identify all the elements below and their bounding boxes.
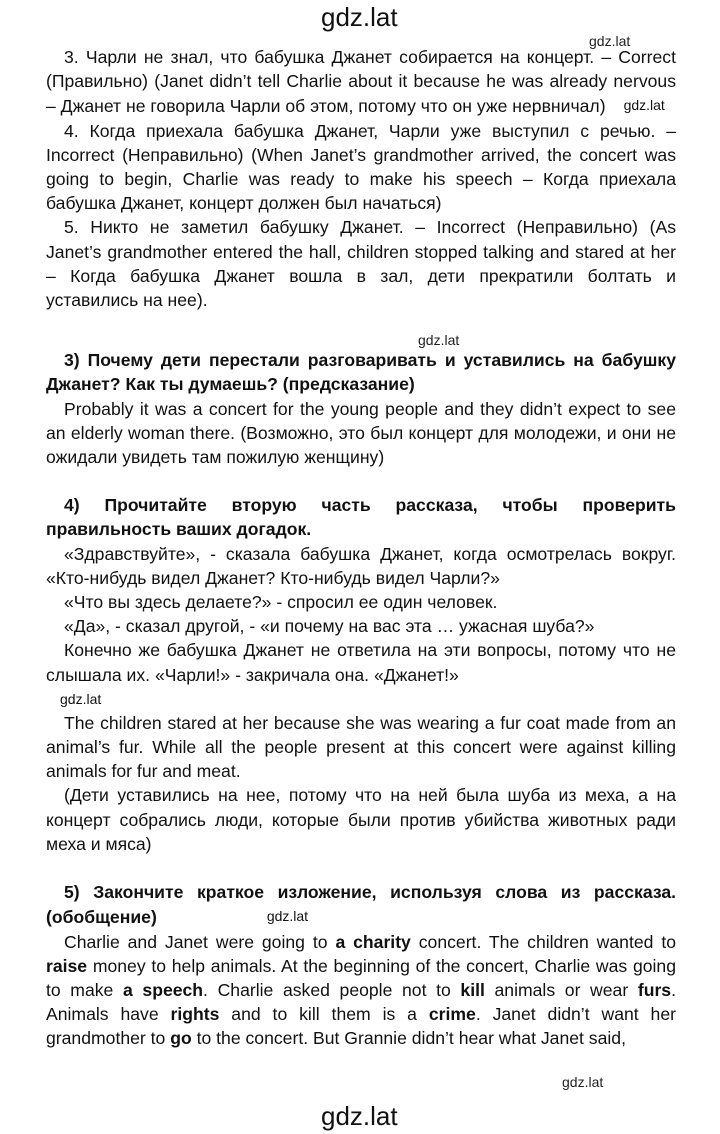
watermark-top: gdz.lat — [321, 2, 398, 32]
summary-text: and to kill them is a — [219, 1004, 429, 1025]
summary-text: money to help animals. At the beginning of the concert, Charlie was going to make — [46, 955, 676, 1000]
answer-item-5: 5. Никто не заметил бабушку Джанет. – Incorrect (Неправильно) (As Janet’s grandmother entered the hall, children stopped talking and stared at her – Когда бабушка Джанет вошла в зал, дети прекратили болтать и уставились на нее). — [46, 217, 676, 311]
watermark: gdz.lat — [418, 332, 460, 348]
task-3-answer: Probably it was a concert for the young people and they didn’t expect to see an elderly woman there. (Возможно, это был концерт для молодежи, и они не ожидали увидеть там пожилую женщину) — [46, 398, 676, 468]
summary-answer: raise — [46, 955, 88, 976]
summary-text: . Charlie asked people not to — [203, 979, 461, 1000]
summary-text: animals or wear — [484, 979, 638, 1000]
summary-answer: furs — [637, 979, 672, 1000]
page-content — [46, 45, 676, 1051]
answer-item-3 — [46, 45, 676, 119]
story-quote-3: «Да», - сказал другой, - «и почему на вас эта … ужасная шуба?» — [64, 616, 595, 637]
summary-text: . Animals have — [46, 979, 676, 1025]
summary-text: concert. The children wanted to — [410, 931, 676, 952]
watermark: gdz.lat — [623, 97, 665, 114]
task-5-heading — [46, 880, 676, 929]
summary-answer: crime — [428, 1004, 476, 1025]
story-quote-1: «Здравствуйте», - сказала бабушка Джанет, когда осмотрелась вокруг. «Кто-нибудь видел Джанет? Кто-нибудь видел Чарли?» — [46, 543, 676, 588]
task-4-answer-ru: (Дети уставились на нее, потому что на ней была шуба из меха, а на концерт собрались люди, которые были против убийства животных ради меха и мяса) — [46, 785, 676, 854]
watermark: gdz.lat — [266, 908, 309, 925]
summary-answer: kill — [460, 979, 485, 1000]
story-quote-4: Конечно же бабушка Джанет не ответила на эти вопросы, потому что не слышала их. «Чарли!» - закричала она. «Джанет!» — [46, 640, 676, 685]
summary-answer: go — [170, 1028, 192, 1049]
summary-answer: a speech — [122, 979, 204, 1000]
story-quote-2: «Что вы здесь делаете?» - спросил ее один человек. — [64, 592, 498, 613]
summary-answer: rights — [170, 1004, 220, 1025]
summary-text: to the concert. But Grannie didn’t hear what Janet said, — [191, 1028, 626, 1049]
task-3-heading: 3) Почему дети перестали разговаривать и уставились на бабушку Джанет? Как ты думаешь? (предсказание) — [46, 350, 676, 395]
watermark: gdz.lat — [589, 33, 631, 49]
answer-item-4: 4. Когда приехала бабушка Джанет, Чарли уже выступил с речью. – Incorrect (Неправильно) (When Janet’s grandmother arrived, the concert was going to begin, Charlie was ready to make his speech – Когда приехала бабушка Джанет, концерт должен был начаться) — [46, 120, 676, 214]
summary-text: . Janet didn’t want her grandmother to — [46, 1004, 676, 1049]
summary-text: Charlie and Janet were going to — [64, 931, 336, 952]
summary-paragraph — [46, 930, 676, 1051]
watermark: gdz.lat — [562, 1074, 604, 1090]
summary-answer: a charity — [335, 931, 411, 952]
answer-item-3-text: 3. Чарли не знал, что бабушка Джанет собирается на концерт. – Correct (Правильно) (Janet didn’t tell Charlie about it because he was already nervous – Джанет не говорила Чарли об этом, потому что он уже нервничал) — [46, 47, 676, 117]
task-5-heading-text: 5) Закончите краткое изложение, используя слова из рассказа. (обобщение) — [46, 882, 676, 928]
watermark: gdz.lat — [60, 690, 102, 707]
task-4-heading: 4) Прочитайте вторую часть рассказа, чтобы проверить правильность ваших догадок. — [46, 495, 676, 540]
task-4-answer-en: The children stared at her because she was wearing a fur coat made from an animal’s fur. While all the people present at this concert were against killing animals for fur and meat. — [46, 712, 676, 782]
watermark-bottom: gdz.lat — [321, 1101, 398, 1131]
